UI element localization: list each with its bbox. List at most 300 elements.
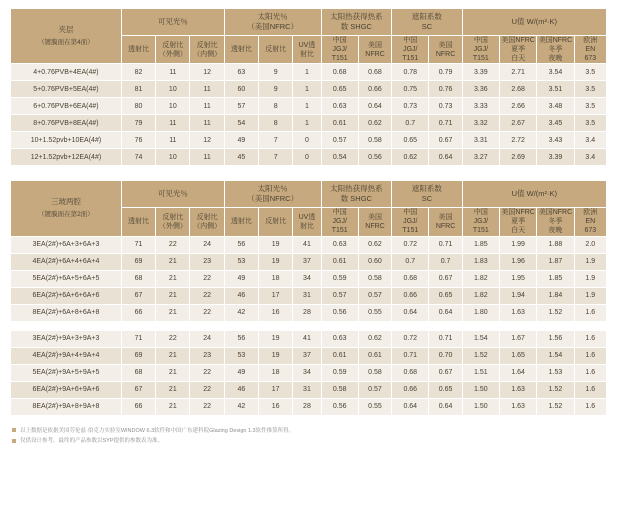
cell-u-cn: 1.82 [462,287,499,304]
cell-shgc-cn: 0.57 [321,287,358,304]
cell-uv-trans: 28 [293,304,321,321]
cell-solar-refl: 9 [259,81,293,98]
table-row [11,398,607,415]
cell-shgc-us: 0.58 [358,270,391,287]
cell-vis-trans: 67 [121,287,155,304]
cell-shgc-us: 0.61 [358,347,391,364]
cell-vis-refl-out: 21 [156,253,190,270]
cell-uv-trans: 37 [293,253,321,270]
cell-u-us-winter: 3.48 [537,98,574,115]
table-triple-glazing [10,180,607,415]
cell-u-eu: 1.9 [574,270,606,287]
cell-u-us-summer: 2.67 [499,115,536,132]
cell-solar-refl: 16 [259,304,293,321]
row-name: 5+0.76PVB+5EA(4#) [11,81,122,98]
table-separator [10,166,607,180]
cell-uv-trans: 34 [293,364,321,381]
cell-vis-refl-out: 10 [156,81,190,98]
cell-u-us-summer: 2.69 [499,149,536,166]
cell-sc-us: 0.65 [429,287,462,304]
cell-sc-us: 0.70 [429,347,462,364]
cell-u-us-winter: 1.52 [537,381,574,398]
cell-solar-refl: 19 [259,236,293,253]
cell-solar-trans: 49 [224,364,258,381]
cell-u-us-summer: 1.65 [499,347,536,364]
cell-sc-cn: 0.65 [392,132,429,149]
cell-shgc-us: 0.58 [358,132,391,149]
cell-vis-refl-in: 22 [190,398,224,415]
cell-solar-trans: 57 [224,98,258,115]
cell-vis-refl-out: 11 [156,64,190,81]
cell-shgc-us: 0.57 [358,381,391,398]
cell-vis-trans: 66 [121,398,155,415]
cell-shgc-cn: 0.58 [321,381,358,398]
cell-shgc-cn: 0.65 [321,81,358,98]
cell-u-us-summer: 1.63 [499,398,536,415]
sub-header-vis-refl-out: 反射比 （外侧） [156,208,190,236]
cell-sc-cn: 0.7 [392,115,429,132]
row-name: 3EA(2#)+6A+3+6A+3 [11,236,122,253]
cell-vis-refl-in: 22 [190,304,224,321]
cell-shgc-us: 0.57 [358,287,391,304]
cell-u-us-summer: 1.64 [499,364,536,381]
sub-header-u-eu: 欧洲 EN 673 [574,208,606,236]
cell-vis-refl-in: 11 [190,98,224,115]
cell-shgc-cn: 0.68 [321,64,358,81]
cell-sc-cn: 0.68 [392,270,429,287]
header-row-groups [11,9,607,36]
table-row [11,81,607,98]
cell-solar-trans: 53 [224,347,258,364]
cell-solar-trans: 54 [224,115,258,132]
cell-u-us-winter: 1.84 [537,287,574,304]
cell-shgc-cn: 0.56 [321,398,358,415]
group-header-visible-light: 可见光％ [121,181,224,208]
sub-header-u-us-winter: 美国NFRC 冬季 夜晚 [538,209,573,235]
cell-sc-us: 0.65 [429,381,462,398]
cell-shgc-us: 0.66 [358,81,391,98]
cell-shgc-us: 0.60 [358,253,391,270]
cell-shgc-cn: 0.59 [321,270,358,287]
cell-sc-us: 0.73 [429,98,462,115]
footnote-item [12,436,607,446]
sub-header-vis-trans: 透射比 [121,208,155,236]
sub-header-solar-trans: 透射比 [224,36,258,64]
cell-u-eu: 3.5 [574,81,606,98]
cell-u-eu: 3.5 [574,64,606,81]
cell-vis-refl-in: 12 [190,64,224,81]
cell-sc-us: 0.67 [429,270,462,287]
row-name: 6EA(2#)+9A+6+9A+6 [11,381,122,398]
cell-vis-trans: 79 [121,115,155,132]
cell-u-cn: 3.33 [462,98,499,115]
cell-u-us-winter: 1.56 [537,330,574,347]
cell-u-us-summer: 1.99 [499,236,536,253]
cell-sc-cn: 0.73 [392,98,429,115]
sub-header-shgc-us: 美国 NFRC [358,208,391,236]
row-name: 8EA(2#)+6A+8+6A+8 [11,304,122,321]
cell-u-us-winter: 3.51 [537,81,574,98]
cell-vis-refl-out: 21 [156,398,190,415]
cell-sc-us: 0.71 [429,236,462,253]
cell-sc-cn: 0.78 [392,64,429,81]
group-header-solar: 太阳光％ （美国NFRC） [224,181,321,208]
cell-uv-trans: 1 [293,81,321,98]
table-row [11,64,607,81]
header-row-groups [11,181,607,208]
cell-u-us-winter: 1.87 [537,253,574,270]
cell-vis-refl-out: 21 [156,304,190,321]
cell-sc-cn: 0.62 [392,149,429,166]
cell-vis-refl-out: 21 [156,270,190,287]
cell-uv-trans: 41 [293,236,321,253]
sub-header-u-eu: 欧洲 EN 673 [574,36,606,64]
cell-u-cn: 3.27 [462,149,499,166]
cell-vis-trans: 68 [121,270,155,287]
cell-sc-us: 0.64 [429,304,462,321]
table-row [11,253,607,270]
cell-vis-refl-in: 23 [190,347,224,364]
cell-uv-trans: 34 [293,270,321,287]
cell-u-cn: 1.52 [462,347,499,364]
cell-shgc-cn: 0.61 [321,347,358,364]
cell-u-eu: 1.6 [574,364,606,381]
cell-sc-cn: 0.71 [392,347,429,364]
group-header-uvalue: U值 W/(m²·K) [462,181,606,208]
cell-sc-cn: 0.72 [392,236,429,253]
cell-u-us-winter: 1.85 [537,270,574,287]
cell-vis-trans: 74 [121,149,155,166]
cell-u-cn: 3.32 [462,115,499,132]
table-row [11,149,607,166]
cell-shgc-us: 0.62 [358,330,391,347]
sub-header-solar-refl: 反射比 [259,36,293,64]
sub-header-vis-refl-in: 反射比 （内侧） [190,208,224,236]
cell-vis-refl-out: 21 [156,364,190,381]
group-header-sc: 遮阳系数 SC [392,9,463,36]
table-laminated [10,8,607,166]
cell-u-us-summer: 1.63 [499,381,536,398]
cell-solar-trans: 42 [224,398,258,415]
cell-u-cn: 1.80 [462,304,499,321]
cell-vis-trans: 69 [121,347,155,364]
group-header-visible-light: 可见光％ [121,9,224,36]
cell-vis-refl-in: 23 [190,253,224,270]
cell-vis-refl-out: 10 [156,98,190,115]
cell-solar-refl: 7 [259,149,293,166]
cell-shgc-cn: 0.56 [321,304,358,321]
cell-u-us-summer: 1.96 [499,253,536,270]
cell-uv-trans: 41 [293,330,321,347]
row-name: 5EA(2#)+9A+5+9A+5 [11,364,122,381]
cell-solar-refl: 18 [259,364,293,381]
cell-u-us-winter: 3.54 [537,64,574,81]
sub-header-u-us-summer: 美国NFRC 夏季 白天 [501,37,535,63]
cell-u-eu: 1.6 [574,347,606,364]
cell-solar-trans: 46 [224,381,258,398]
cell-sc-us: 0.79 [429,64,462,81]
cell-shgc-cn: 0.63 [321,98,358,115]
cell-u-us-winter: 1.52 [537,304,574,321]
cell-uv-trans: 0 [293,149,321,166]
sub-header-solar-refl: 反射比 [259,208,293,236]
sub-header-vis-refl-out: 反射比 （外侧） [156,36,190,64]
cell-shgc-cn: 0.61 [321,253,358,270]
cell-solar-refl: 17 [259,287,293,304]
cell-shgc-us: 0.55 [358,398,391,415]
cell-vis-refl-in: 22 [190,364,224,381]
row-name: 8EA(2#)+9A+8+9A+8 [11,398,122,415]
cell-vis-refl-in: 22 [190,381,224,398]
cell-vis-trans: 68 [121,364,155,381]
first-col-title: 三玻两腔 [50,197,81,207]
cell-u-us-summer: 1.63 [499,304,536,321]
cell-solar-refl: 19 [259,347,293,364]
table-row [11,132,607,149]
cell-u-us-winter: 1.52 [537,398,574,415]
cell-u-us-summer: 2.72 [499,132,536,149]
cell-vis-refl-in: 11 [190,81,224,98]
cell-u-us-summer: 1.67 [499,330,536,347]
cell-sc-cn: 0.72 [392,330,429,347]
cell-sc-us: 0.71 [429,115,462,132]
cell-shgc-us: 0.58 [358,364,391,381]
sub-header-vis-trans: 透射比 [121,36,155,64]
cell-u-cn: 3.31 [462,132,499,149]
cell-u-eu: 1.6 [574,381,606,398]
cell-u-us-winter: 3.43 [537,132,574,149]
cell-solar-trans: 63 [224,64,258,81]
table-row [11,270,607,287]
table-row [11,304,607,321]
group-header-shgc: 太阳热获得热系 数 SHGC [321,9,392,36]
sub-header-u-cn: 中国 JGJ/ T151 [462,36,499,64]
first-col-header [11,181,122,236]
first-col-title: 夹层 [58,24,74,34]
cell-uv-trans: 0 [293,132,321,149]
cell-uv-trans: 28 [293,398,321,415]
cell-shgc-cn: 0.63 [321,236,358,253]
table-row [11,364,607,381]
cell-solar-trans: 56 [224,236,258,253]
cell-solar-trans: 60 [224,81,258,98]
cell-u-cn: 1.51 [462,364,499,381]
cell-u-eu: 1.6 [574,304,606,321]
cell-u-eu: 1.9 [574,253,606,270]
cell-vis-trans: 71 [121,236,155,253]
row-name: 5EA(2#)+6A+5+6A+5 [11,270,122,287]
cell-shgc-us: 0.55 [358,304,391,321]
cell-solar-refl: 8 [259,115,293,132]
cell-u-eu: 1.9 [574,287,606,304]
cell-solar-trans: 45 [224,149,258,166]
cell-solar-trans: 49 [224,270,258,287]
cell-solar-trans: 42 [224,304,258,321]
sub-header-sc-cn: 中国 JGJ/ T151 [392,36,429,64]
cell-u-cn: 3.36 [462,81,499,98]
cell-sc-us: 0.67 [429,132,462,149]
cell-sc-us: 0.67 [429,364,462,381]
cell-sc-cn: 0.64 [392,304,429,321]
sub-header-shgc-cn: 中国 JGJ/ T151 [321,36,358,64]
cell-vis-trans: 80 [121,98,155,115]
cell-vis-refl-out: 22 [156,236,190,253]
first-col-subtitle: （镀膜面在第4面） [38,38,94,46]
cell-shgc-cn: 0.54 [321,149,358,166]
group-header-solar: 太阳光％ （美国NFRC） [224,9,321,36]
cell-vis-refl-in: 12 [190,132,224,149]
sub-header-uv-trans: UV透 射比 [293,208,321,236]
cell-solar-refl: 16 [259,398,293,415]
group-header-sc: 遮阳系数 SC [392,181,463,208]
cell-sc-cn: 0.64 [392,398,429,415]
cell-vis-trans: 82 [121,64,155,81]
cell-u-us-winter: 3.39 [537,149,574,166]
sub-header-solar-trans: 透射比 [224,208,258,236]
cell-u-eu: 3.4 [574,132,606,149]
footnote-text: 仅供设计参考，最终的产品参数以SYP提供的参数表为准。 [20,438,164,444]
row-name: 3EA(2#)+9A+3+9A+3 [11,330,122,347]
cell-vis-refl-out: 21 [156,287,190,304]
cell-vis-refl-out: 10 [156,149,190,166]
cell-solar-trans: 49 [224,132,258,149]
cell-u-eu: 3.5 [574,98,606,115]
cell-shgc-cn: 0.61 [321,115,358,132]
sub-header-u-us-summer: 美国NFRC 夏季 白天 [501,209,535,235]
cell-u-us-summer: 2.71 [499,64,536,81]
cell-u-cn: 1.82 [462,270,499,287]
cell-vis-trans: 71 [121,330,155,347]
table-row [11,347,607,364]
cell-u-cn: 3.39 [462,64,499,81]
cell-vis-refl-in: 22 [190,270,224,287]
cell-solar-refl: 19 [259,330,293,347]
cell-u-cn: 1.50 [462,381,499,398]
cell-u-us-summer: 1.94 [499,287,536,304]
cell-uv-trans: 31 [293,381,321,398]
sub-header-sc-cn: 中国 JGJ/ T151 [392,208,429,236]
cell-sc-us: 0.71 [429,330,462,347]
cell-vis-trans: 81 [121,81,155,98]
row-group-separator [11,321,607,330]
cell-solar-trans: 53 [224,253,258,270]
cell-u-cn: 1.50 [462,398,499,415]
cell-solar-refl: 8 [259,98,293,115]
cell-uv-trans: 1 [293,115,321,132]
cell-sc-us: 0.76 [429,81,462,98]
cell-vis-refl-in: 24 [190,330,224,347]
cell-u-us-winter: 1.53 [537,364,574,381]
first-col-subtitle: （镀膜面在第2面） [38,211,94,219]
sub-header-uv-trans: UV透 射比 [293,36,321,64]
cell-sc-cn: 0.75 [392,81,429,98]
cell-solar-refl: 9 [259,64,293,81]
cell-u-us-winter: 1.88 [537,236,574,253]
table-row [11,381,607,398]
cell-solar-refl: 7 [259,132,293,149]
bullet-icon [12,428,16,432]
footnote-text: 以上数据是依据美国劳伦兹·伯克力实验室WINDOW 6.3软件和中国广东建科院Glazing Design 1.3软件推算所得。 [20,427,295,434]
cell-solar-trans: 56 [224,330,258,347]
sub-header-sc-us: 美国 NFRC [429,36,462,64]
sub-header-shgc-cn: 中国 JGJ/ T151 [321,208,358,236]
footnote-item [12,426,607,436]
cell-vis-trans: 76 [121,132,155,149]
row-name: 12+1.52pvb+12EA(4#) [11,149,122,166]
cell-u-cn: 1.83 [462,253,499,270]
table-row [11,236,607,253]
table-row [11,115,607,132]
row-name: 4+0.76PVB+4EA(4#) [11,64,122,81]
cell-vis-refl-out: 21 [156,381,190,398]
sub-header-u-cn: 中国 JGJ/ T151 [462,208,499,236]
cell-uv-trans: 37 [293,347,321,364]
cell-solar-refl: 19 [259,253,293,270]
row-name: 8+0.76PVB+8EA(4#) [11,115,122,132]
cell-shgc-us: 0.56 [358,149,391,166]
cell-vis-refl-out: 11 [156,115,190,132]
first-col-header [11,9,122,64]
row-name: 6+0.76PVB+6EA(4#) [11,98,122,115]
table-row [11,287,607,304]
sub-header-shgc-us: 美国 NFRC [358,36,391,64]
cell-shgc-us: 0.68 [358,64,391,81]
cell-sc-cn: 0.66 [392,381,429,398]
cell-vis-refl-in: 11 [190,115,224,132]
cell-uv-trans: 1 [293,98,321,115]
cell-u-eu: 3.5 [574,115,606,132]
cell-u-eu: 2.0 [574,236,606,253]
cell-sc-cn: 0.68 [392,364,429,381]
cell-u-eu: 1.6 [574,330,606,347]
cell-vis-refl-out: 11 [156,132,190,149]
cell-vis-refl-in: 22 [190,287,224,304]
cell-vis-refl-out: 21 [156,347,190,364]
table-row [11,330,607,347]
group-header-shgc: 太阳热获得热系 数 SHGC [321,181,392,208]
cell-u-us-winter: 3.45 [537,115,574,132]
sub-header-vis-refl-in: 反射比 （内侧） [190,36,224,64]
cell-sc-us: 0.7 [429,253,462,270]
cell-solar-refl: 18 [259,270,293,287]
cell-u-us-summer: 2.66 [499,98,536,115]
cell-uv-trans: 31 [293,287,321,304]
cell-vis-refl-out: 22 [156,330,190,347]
bullet-icon [12,439,16,443]
row-name: 4EA(2#)+6A+4+6A+4 [11,253,122,270]
sub-header-sc-us: 美国 NFRC [429,208,462,236]
cell-sc-cn: 0.66 [392,287,429,304]
cell-vis-trans: 69 [121,253,155,270]
sub-header-u-us-winter: 美国NFRC 冬季 夜晚 [538,37,573,63]
cell-shgc-cn: 0.63 [321,330,358,347]
group-header-uvalue: U值 W/(m²·K) [462,9,606,36]
cell-u-cn: 1.54 [462,330,499,347]
cell-shgc-us: 0.64 [358,98,391,115]
cell-u-us-winter: 1.54 [537,347,574,364]
cell-sc-us: 0.64 [429,149,462,166]
cell-shgc-us: 0.62 [358,236,391,253]
cell-u-cn: 1.85 [462,236,499,253]
cell-sc-cn: 0.7 [392,253,429,270]
cell-u-eu: 1.6 [574,398,606,415]
cell-shgc-us: 0.62 [358,115,391,132]
cell-shgc-cn: 0.59 [321,364,358,381]
cell-solar-trans: 46 [224,287,258,304]
footnotes [10,426,607,447]
cell-solar-refl: 17 [259,381,293,398]
table-row [11,98,607,115]
